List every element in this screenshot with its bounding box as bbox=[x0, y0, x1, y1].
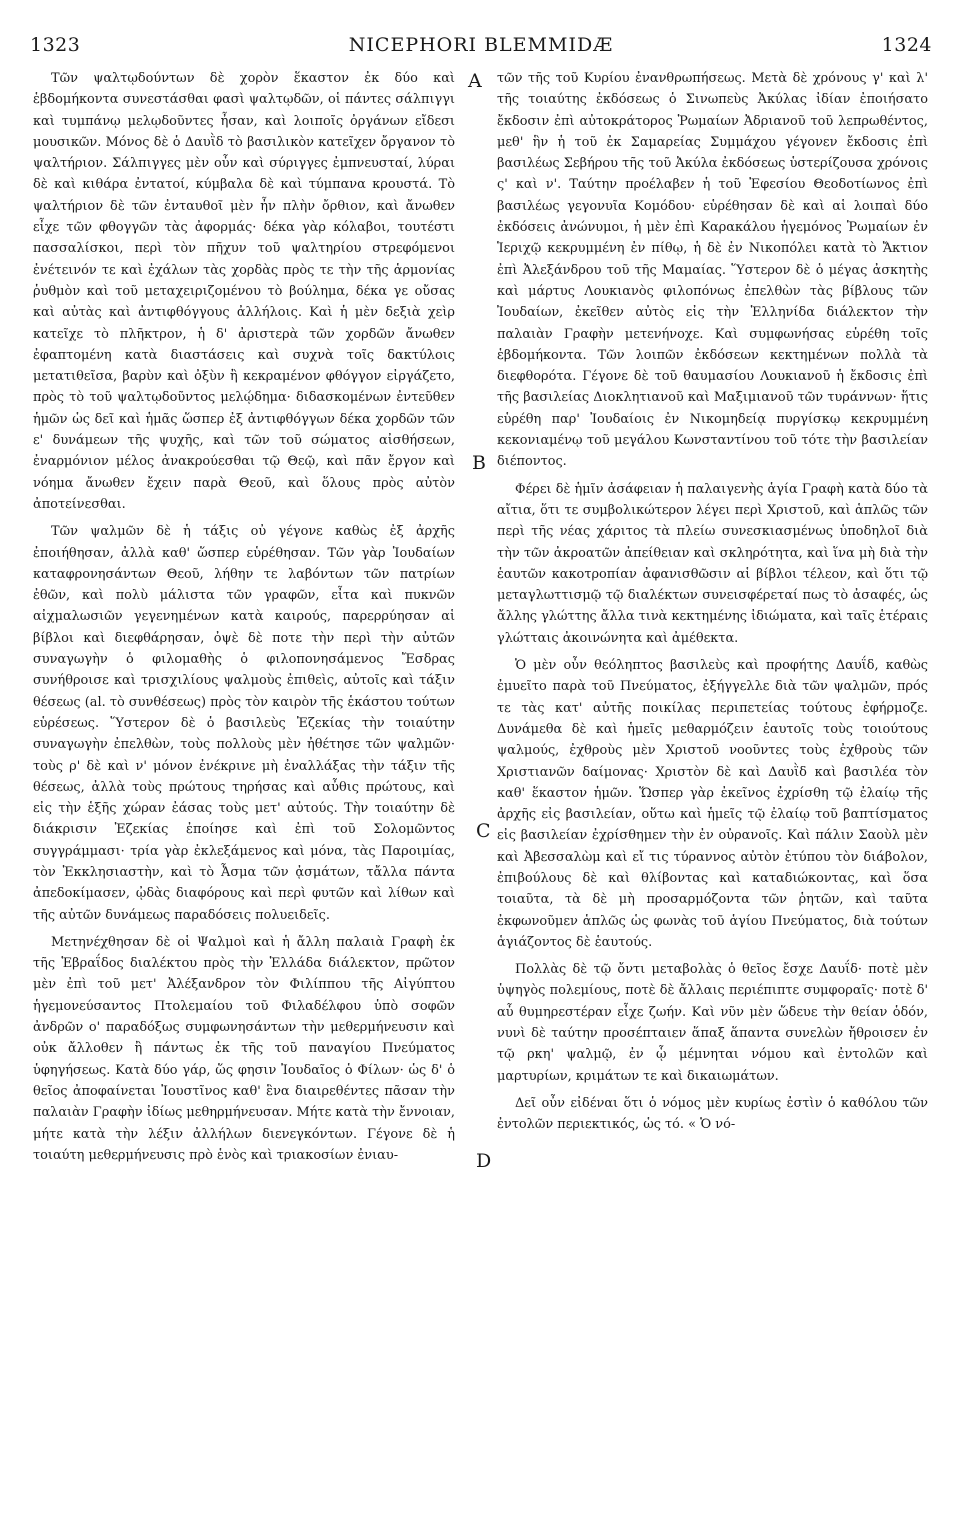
paragraph: Φέρει δὲ ἡμῖν ἀσάφειαν ἡ παλαιγενὴς ἁγία Γραφὴ κατὰ δύο τὰ αἴτια, ὅτι τε συμβολικώτερον λέγει περὶ Χριστοῦ, καὶ ἁπλῶς τῶν περὶ τῆς νέας χάριτος τὰ πλείω συνεσκιασμένως ὑποδηλοῖ διὰ τὴν τῶν ἀκροατῶν ἀπείθειαν καὶ σκληρότητα, καὶ ἵνα μὴ διὰ τὴν ἑαυτῶν κακοτροπίαν ἀφανισθῶσιν αἱ βίβλοι τέλεον, καὶ ὅτι τῷ μεταγλωττισμῷ τῷ διαλέκτων συνεισφέρεταί πως τὸ ἀσαφές, ὡς ἄλλης γλώττης ἄλλα τινὰ κεκτημένης ἰδιώματα, καὶ ταῖς ἑτέραις γλώτταις ἀκοινώνητα καὶ ἀμέθεκτα. bbox=[497, 481, 928, 646]
page-number-right: 1324 bbox=[881, 34, 932, 56]
paragraph: Τῶν ψαλτῳδούντων δὲ χορὸν ἕκαστον ἐκ δύο καὶ ἑβδομήκοντα συνεστάσθαι φασὶ ψαλτῳδῶν, οἱ πάντες σάλπιγγι καὶ τυμπάνῳ μελῳδοῦντες ἦσαν, καὶ λοιποῖς ὀργάνων εἴδεσι μουσικῶν. Μόνος δὲ ὁ Δαυῒδ τὸ βασιλικὸν κατεῖχεν ὄργανον τὸ ψαλτήριον. Σάλπιγγες μὲν οὖν καὶ σύριγγες ἐμπνευσταί, λύραι δὲ καὶ κιθάρα ἐντατοί, κύμβαλα δὲ καὶ τύμπανα κρουστά. Τὸ ψαλτήριον δὲ τῶν ἐνταυθοῖ μὲν ἦν πλὴν ὄρθιον, καὶ ἄνωθεν εἶχε τῶν φθογγῶν τὰς ἀφορμάς· δέκα γὰρ κόλαβοι, τουτέστι πασσαλίσκοι, περὶ τὸν πῆχυν τοῦ ψαλτηρίου στρεφόμενοι ἐνέτεινόν τε καὶ ἐχάλων τὰς χορδὰς πρὸς τε τὴν τῆς ἁρμονίας ῥυθμὸν καὶ τοῦ μεταχειριζομένου τὸ βούλημα, δέκα γε οὔσας καὶ αὐτὰς καὶ ἀντιφθόγγους ἀλλήλοις. Καὶ ἡ μὲν δεξιὰ χεὶρ κατεῖχε τὸ πλῆκτρον, ἡ δ' ἀριστερὰ τῶν χορδῶν ἄνωθεν ἐφαπτομένη κατὰ διαστάσεις καὶ συχνὰ τοῖς δακτύλοις μετατιθεῖσα, βαρὺν καὶ ὀξὺν ἢ κεκραμένον φθόγγον εἰργάζετο, πρὸς τὸ τοῦ ψαλτῳδοῦντος μελῴδημα· διδασκομένων ἐντεῦθεν ἡμῶν ὡς δεῖ καὶ ἡμᾶς ὥσπερ ἐξ ἀντιφθόγγων δέκα χορδῶν τῶν ε' δυνάμεων τῆς ψυχῆς, καὶ τῶν τοῦ σώματος αἰσθήσεων, ἐναρμόνιον μέλος ἀνακρούεσθαι τῷ Θεῷ, καὶ πᾶν ἔργον καὶ νόημα ἄνωθεν ἔχειν παρὰ Θεοῦ, καὶ ὅλους πρὸς αὐτὸν ἀποτείνεσθαι. bbox=[33, 71, 455, 512]
right-column bbox=[497, 68, 928, 1142]
page-number-left: 1323 bbox=[30, 34, 81, 56]
margin-marker-a: A bbox=[468, 70, 482, 92]
paragraph: Μετηνέχθησαν δὲ οἱ Ψαλμοὶ καὶ ἡ ἄλλη παλαιὰ Γραφὴ ἐκ τῆς Ἑβραΐδος διαλέκτου πρὸς τὴν Ἑλλάδα διάλεκτον, πρῶτον μὲν ἐπὶ τοῦ μετ' Ἀλέξανδρον τὸν Φιλίππου τῆς Αἰγύπτου ἡγεμονεύσαντος Πτολεμαίου τοῦ Φιλαδέλφου ὑπὸ σοφῶν ἀνδρῶν ο' παραδόξως συμφωνησάντων τὴν μεθερμήνευσιν καὶ οὐκ ἄλλοθεν ἢ πάντως ἐκ τῆς τοῦ παναγίου Πνεύματος ὑφηγήσεως. Κατὰ δύο γάρ, ὥς φησιν Ἰουδαῖος ὁ Φίλων· ὡς δ' ὁ θεῖος ἀποφαίνεται Ἰουστῖνος καθ' ἓνα διαιρεθέντες πᾶσαν τὴν παλαιὰν Γραφὴν ἰδίως μεθηρμήνευσαν. Μήτε κατὰ τὴν ἔννοιαν, μήτε κατὰ τὴν λέξιν ἀλλήλων διενεγκόντων. Γέγονε δὲ ἡ τοιαύτη μεθερμήνευσις πρὸ ἑνὸς καὶ τριακοσίων ἐνιαυ- bbox=[33, 934, 455, 1163]
margin-marker-b: B bbox=[472, 452, 486, 474]
paragraph: τῶν τῆς τοῦ Κυρίου ἐνανθρωπήσεως. Μετὰ δὲ χρόνους γ' καὶ λ' τῆς τοιαύτης ἐκδόσεως ὁ Σινωπεὺς Ἀκύλας ἰδίαν ἐποιήσατο ἔκδοσιν ἐπὶ αὐτοκράτορος Ῥωμαίων Ἀδριανοῦ τοῦ λεπρωθέντος, μεθ' ἣν ἡ τοῦ ἐκ Σαμαρείας Συμμάχου γέγονεν ἔκδοσις ἐπὶ βασιλέως Σεβήρου τῆς τοῦ Ἀκύλα ἐκδόσεως ὑστερίζουσα χρόνοις ς' καὶ ν'. Ταύτην προέλαβεν ἡ τοῦ Ἐφεσίου Θεοδοτίωνος ἐπὶ βασιλέως γεγονυῖα Κομόδου· εὑρέθησαν δὲ καὶ αἱ λοιπαὶ δύο ἐκδόσεις ἀνώνυμοι, ἡ μὲν ἐπὶ Καρακάλου ἡγεμόνος Ῥωμαίων ἐν Ἱεριχῷ κεκρυμμένη ἐν πίθῳ, ἡ δὲ ἐν Νικοπόλει κατὰ τὸ Ἄκτιον ἐπὶ Ἀλεξάνδρου τοῦ τῆς Μαμαίας. Ὕστερον δὲ ὁ μέγας ἀσκητὴς καὶ μάρτυς Λουκιανὸς φιλοπόνως ἐπελθὼν τὰς βίβλους τῶν Ἰουδαίων, ἐκεῖθεν αὐτὸς εἰς τὴν Ἑλληνίδα διάλεκτον τὴν παλαιὰν Γραφὴν μετενήνοχε. Καὶ συμφωνήσας εὑρέθη τοῖς ἑβδομήκοντα. Τῶν λοιπῶν ἐκδόσεων κεκτημένων πολλὰ τὰ διεφθορότα. Γέγονε δὲ τοῦ θαυμασίου Λουκιανοῦ ἡ ἔκδοσις ἐπὶ τῆς βασιλείας Διοκλητιανοῦ καὶ Μαξιμιανοῦ τῶν τυράννων· ἥτις εὑρέθη παρ' Ἰουδαίοις ἐν Νικομηδείᾳ πυργίσκῳ κεκρυμμένη κεκονιαμένῳ τοῦ μεγάλου Κωνσταντίνου τοῦ τότε τὴν βασιλείαν διέποντος. bbox=[497, 71, 928, 470]
paragraph: Τῶν ψαλμῶν δὲ ἡ τάξις οὐ γέγονε καθὼς ἐξ ἀρχῆς ἐποιήθησαν, ἀλλὰ καθ' ὥσπερ εὑρέθησαν. Τῶν γὰρ Ἰουδαίων καταφρονησάντων Θεοῦ, λήθην τε λαβόντων τῶν πατρίων ἐθῶν, καὶ πολὺ μάλιστα τῶν γραφῶν, εἶτα καὶ πυκνῶν αἰχμαλωσιῶν γεγενημένων κατὰ καιρούς, παρερρύησαν αἱ βίβλοι καὶ διεφθάρησαν, ὀψὲ δὲ ποτε τὴν περὶ τὴν αὐτῶν συναγωγὴν ὁ φιλομαθὴς ὁ φιλοπονησάμενος Ἔσδρας συνήθροισε καὶ τρισχιλίους ψαλμοὺς ἐπιθεὶς, αὐτοῖς καὶ τάξιν θέσεως (al. τὸ συνθέσεως) πρὸς τὸν καιρὸν τῆς ἑκάστου τούτων εὑρέσεως. Ὕστερον δὲ ὁ βασιλεὺς Ἐζεκίας τὴν τοιαύτην συναγωγὴν ἐπελθὼν, τοὺς πολλοὺς μὲν ἠθέτησε τῶν ψαλμῶν· τοὺς ρ' δὲ καὶ ν' μόνον ἐνέκρινε μὴ ἐναλλάξας τὴν τάξιν τῆς θέσεως, ἀλλὰ τοὺς πρώτους τηρήσας καὶ αὖθις πρώτους, καὶ εἰς τὴν ἑξῆς χώραν ἐάσας τοὺς μετ' αὐτούς. Τὴν τοιαύτην δὲ διάκρισιν Ἐζεκίας ἐποίησε καὶ ἐπὶ τοῦ Σολομῶντος συγγράμμασι· τρία γὰρ ἐκλεξάμενος καὶ μόνα, τὰς Παροιμίας, τὸν Ἐκκλησιαστὴν, καὶ τὸ Ἆσμα τῶν ᾀσμάτων, τἄλλα πάντα ἀπεδοκίμασεν, ᾠδὰς διαφόρους καὶ περὶ φυτῶν καὶ λίθων καὶ τῆς αὐτῶν δυνάμεως παραδόσεις πολυειδεῖς. bbox=[33, 524, 455, 923]
margin-marker-d: D bbox=[476, 1150, 492, 1172]
paragraph: Δεῖ οὖν εἰδέναι ὅτι ὁ νόμος μὲν κυρίως ἐστὶν ὁ καθόλου τῶν ἐντολῶν περιεκτικός, ὡς τό. « Ὁ νό- bbox=[497, 1095, 928, 1133]
paragraph: Ὁ μὲν οὖν θεόληπτος βασιλεὺς καὶ προφήτης Δαυΐδ, καθὼς ἐμυεῖτο παρὰ τοῦ Πνεύματος, ἐξήγγελλε διὰ τῶν ψαλμῶν, πρός τε τὰς κατ' αὐτῆς ποικίλας περιπετείας τούτους ἐφήρμοζε. Δυνάμεθα δὲ καὶ ἡμεῖς μεθαρμόζειν ἑαυτοῖς τοὺς τοιούτους ψαλμούς, ἐχθροὺς μὲν Χριστοῦ νοοῦντες τοὺς ἐχθροὺς τῶν Χριστιανῶν δαίμονας· Χριστὸν δὲ καὶ Δαυῒδ καὶ βασιλέα τὸν καθ' ἕκαστον ἡμῶν. Ὥσπερ γὰρ ἐκεῖνος ἐχρίσθη τῷ ἐλαίῳ τῆς ἀρχῆς εἰς βασιλείαν, οὕτω καὶ ἡμεῖς τῷ ἐλαίῳ τοῦ βαπτίσματος εἰς βασιλείαν ἐχρίσθημεν τὴν ἐν οὐρανοῖς. Καὶ πάλιν Σαοὺλ μὲν καὶ Ἀβεσσαλὼμ καὶ εἴ τις τύραννος αὐτὸν ἐτύπου τὸν διάβολον, ἐπιβούλους δὲ καὶ θλίβοντας καὶ καταδιώκοντας, καὶ ὅσα τοιαῦτα, τὰ δὲ μὴ προσαρμόζοντα τῶν ῥητῶν, καὶ ταῦτα ἐκφωνοῦμεν ἁπλῶς ὡς φωνὰς τοῦ ἁγίου Πνεύματος, διὰ τούτων ἁγιάζοντος δὲ ἑαυτούς. bbox=[497, 658, 928, 950]
paragraph: Πολλὰς δὲ τῷ ὄντι μεταβολὰς ὁ θεῖος ἔσχε Δαυΐδ· ποτὲ μὲν ὑψηγὸς πολεμίους, ποτὲ δὲ ἄλλαις περιέπιπτε συμφοραῖς· ποτὲ δ' αὖ θυμηρεστέραν εἶχε ζωήν. Καὶ νῦν μὲν ὥδευε τὴν θείαν ὁδόν, νυνὶ δὲ ταύτην προσέπταιεν ἅπαξ ἅπαντα συνελὼν ἤθροισεν ἐν τῷ ρκη' ψαλμῷ, ἐν ᾧ μέμνηται νόμου καὶ ἐντολῶν καὶ μαρτυρίων, κριμάτων τε καὶ δικαιωμάτων. bbox=[497, 962, 928, 1084]
page-header bbox=[30, 34, 932, 60]
running-title: NICEPHORI BLEMMIDÆ bbox=[348, 34, 614, 56]
margin-marker-c: C bbox=[476, 820, 491, 842]
left-column bbox=[33, 68, 455, 1172]
